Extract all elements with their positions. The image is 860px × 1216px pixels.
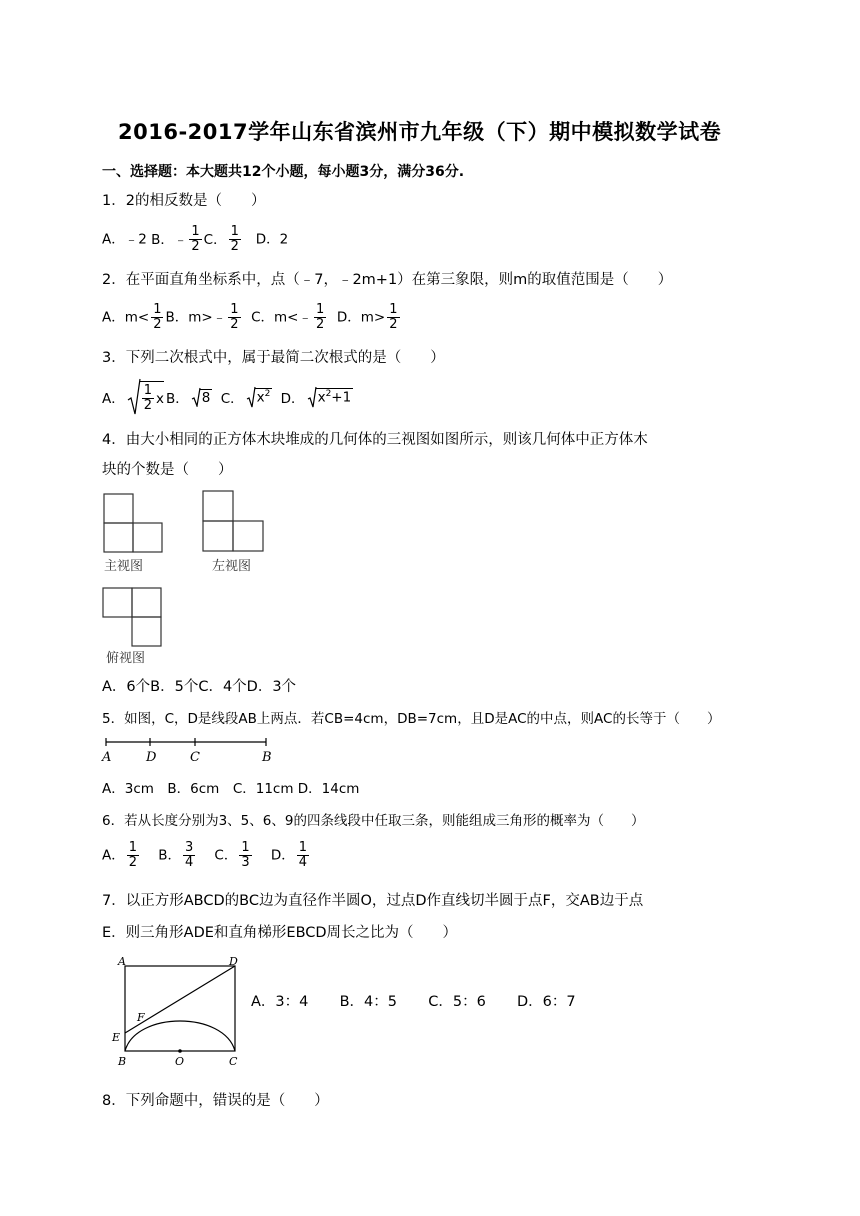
radical-sign-icon bbox=[127, 378, 141, 416]
question-4-stem-line1: 4．由大小相同的正方体木块堆成的几何体的三视图如图所示，则该几何体中正方体木 bbox=[102, 432, 648, 448]
point-b-label: B bbox=[118, 1055, 127, 1068]
point-a-label: A bbox=[118, 955, 126, 968]
q6-option-a: A． bbox=[102, 847, 125, 864]
fraction: $\frac{1}{2}$ bbox=[191, 224, 200, 254]
fraction: $\frac{3}{4}$ bbox=[184, 840, 194, 870]
left-view bbox=[203, 491, 263, 551]
fraction: $\frac{1}{2}$ bbox=[153, 302, 162, 332]
point-d-label: D bbox=[229, 955, 238, 968]
question-5-stem: 5．如图，C，D是线段AB上两点．若CB=4cm，DB=7cm，且D是AC的中点，则AC的长等于（ ） bbox=[102, 711, 721, 727]
point-b-label: B bbox=[262, 750, 272, 765]
q1-option-b: B．﹣ $\frac{1}{2}$ bbox=[151, 224, 200, 254]
q6-option-b: B． bbox=[158, 847, 181, 864]
q2-option-b: B．m>﹣ bbox=[165, 309, 227, 326]
front-view bbox=[104, 494, 162, 552]
front-view-label: 主视图 bbox=[104, 559, 144, 574]
q2-option-a: A．m< bbox=[102, 309, 150, 326]
point-e-label: E bbox=[112, 1031, 121, 1044]
sqrt-half-x: $\frac{1}{2}$ x bbox=[127, 378, 164, 416]
question-2-stem: 2．在平面直角坐标系中，点（﹣7，﹣2m+1）在第三象限，则m的取值范围是（ ） bbox=[102, 272, 673, 288]
top-view-label: 俯视图 bbox=[106, 651, 146, 666]
sqrt-x-squared-plus-1: $x^2+1$ bbox=[307, 386, 354, 408]
fraction: $\frac{1}{3}$ bbox=[241, 840, 250, 870]
q3-option-b: B． bbox=[166, 391, 189, 407]
fraction: $\frac{1}{2}$ bbox=[230, 224, 239, 254]
point-c-label: C bbox=[229, 1055, 238, 1068]
square-semicircle-figure bbox=[108, 954, 248, 1070]
fraction: $\frac{1}{2}$ bbox=[143, 383, 153, 413]
question-6-options bbox=[102, 841, 311, 870]
point-a-label: A bbox=[102, 750, 112, 765]
q6-option-c: C． bbox=[214, 847, 238, 864]
point-f-label: F bbox=[137, 1011, 145, 1024]
sqrt-x-squared: $x^2$ bbox=[246, 386, 273, 408]
q7-option-d: D．6：7 bbox=[517, 994, 576, 1010]
q3-option-a: A． bbox=[102, 391, 125, 407]
sqrt-8: 8 bbox=[191, 387, 213, 407]
q7-option-c: C．5：6 bbox=[428, 994, 486, 1010]
q2-option-c: C．m<﹣ bbox=[251, 309, 312, 326]
question-7-stem-line1: 7．以正方形ABCD的BC边为直径作半圆O，过点D作直线切半圆于点F，交AB边于点 bbox=[102, 893, 644, 909]
question-3-stem: 3．下列二次根式中，属于最简二次根式的是（ ） bbox=[102, 350, 445, 366]
segment-figure bbox=[100, 736, 280, 766]
question-4-stem-line2: 块的个数是（ ） bbox=[102, 462, 233, 478]
q3-option-d: D． bbox=[280, 391, 305, 407]
q7-option-a: A．3：4 bbox=[251, 994, 309, 1010]
question-4-options: A．6个B．5个C．4个D．3个 bbox=[102, 679, 297, 695]
q3-option-c: C． bbox=[220, 391, 244, 407]
q2-option-d: D．m> bbox=[336, 309, 386, 326]
point-o-label: O bbox=[175, 1055, 185, 1068]
section-header: 一、选择题：本大题共12个小题，每小题3分，满分36分. bbox=[102, 164, 465, 180]
fraction: $\frac{1}{2}$ bbox=[230, 302, 239, 332]
point-c-label: C bbox=[190, 750, 200, 765]
left-view-label: 左视图 bbox=[212, 559, 252, 574]
fraction: $\frac{1}{2}$ bbox=[128, 840, 138, 870]
q1-option-a: A．﹣2 bbox=[102, 231, 147, 248]
q6-option-d: D． bbox=[270, 847, 295, 864]
top-view bbox=[103, 588, 161, 646]
point-d-label: D bbox=[146, 750, 157, 765]
question-6-stem: 6．若从长度分别为3、5、6、9的四条线段中任取三条，则能组成三角形的概率为（ ） bbox=[102, 813, 645, 829]
question-2-options bbox=[102, 303, 402, 332]
fraction: $\frac{1}{2}$ bbox=[315, 302, 325, 332]
question-1-stem: 1．2的相反数是（ ） bbox=[102, 193, 266, 209]
question-3-options bbox=[102, 378, 353, 416]
three-view-figure bbox=[98, 488, 278, 673]
page-title: 2016-2017学年山东省滨州市九年级（下）期中模拟数学试卷 bbox=[118, 120, 722, 144]
question-7-stem-line2: E．则三角形ADE和直角梯形EBCD周长之比为（ ） bbox=[102, 925, 458, 941]
q1-option-c: C． $\frac{1}{2}$ bbox=[203, 224, 239, 254]
question-1-options bbox=[102, 225, 288, 254]
question-7-options bbox=[251, 990, 576, 1011]
q1-option-d: D．2 bbox=[255, 231, 289, 248]
fraction: $\frac{1}{4}$ bbox=[298, 840, 307, 870]
question-8-stem: 8．下列命题中，错误的是（ ） bbox=[102, 1093, 329, 1109]
q7-option-b: B．4：5 bbox=[339, 994, 397, 1010]
question-5-options: A．3cm B．6cm C．11cm D．14cm bbox=[102, 781, 360, 797]
fraction: $\frac{1}{2}$ bbox=[389, 302, 398, 332]
